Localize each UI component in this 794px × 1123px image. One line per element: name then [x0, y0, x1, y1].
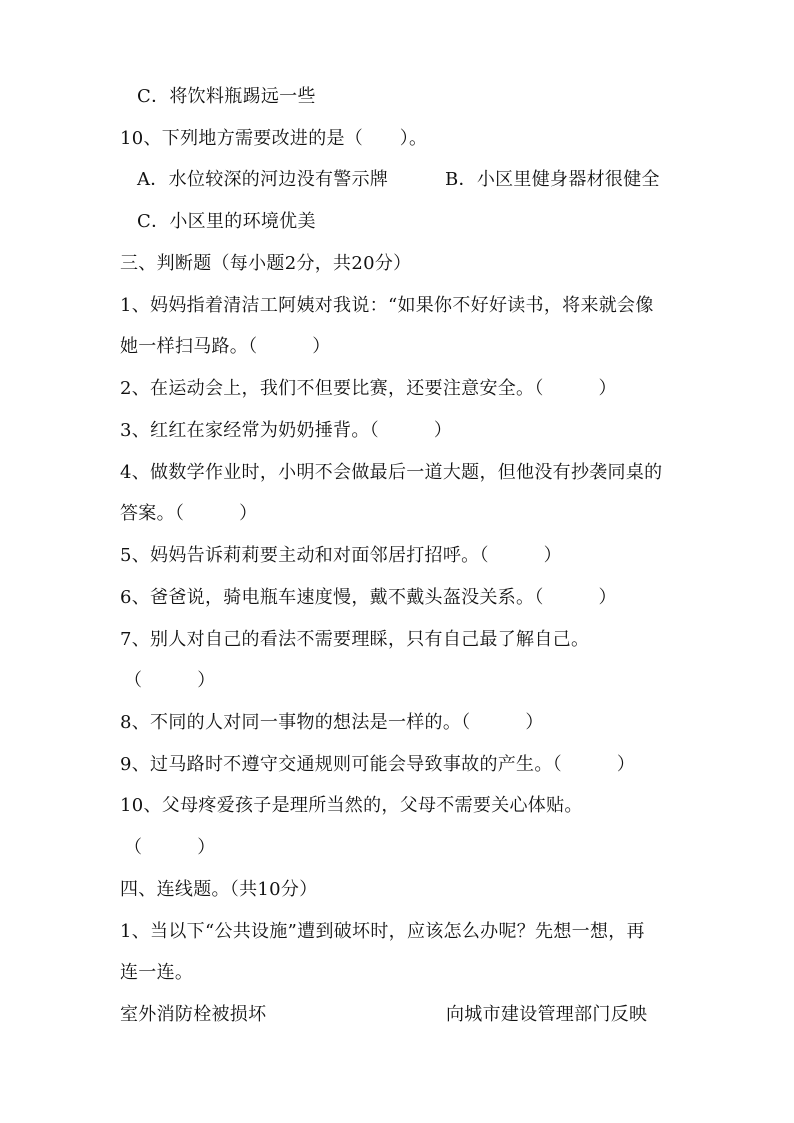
- judge-item-10-line2: （ ）: [124, 837, 216, 858]
- judge-item-2: 2、在运动会上，我们不但要比赛，还要注意安全。（ ）: [120, 378, 617, 399]
- judge-item-5: 5、妈妈告诉莉莉要主动和对面邻居打招呼。（ ）: [120, 545, 562, 566]
- q10-stem: 10、下列地方需要改进的是（ ）。: [120, 128, 428, 149]
- judge-item-1-line2: 她一样扫马路。（ ）: [120, 336, 331, 357]
- judge-item-8: 8、不同的人对同一事物的想法是一样的。（ ）: [120, 712, 544, 733]
- section3-heading: 三、判断题（每小题2分，共20分）: [120, 253, 412, 274]
- judge-item-3: 3、红红在家经常为奶奶捶背。（ ）: [120, 420, 453, 441]
- section4-heading: 四、连线题。（共10分）: [120, 879, 318, 900]
- q9-option-c: C．将饮料瓶踢远一些: [137, 86, 316, 107]
- matching-left-item[interactable]: 室外消防栓被损坏: [120, 1004, 267, 1025]
- matching-q1-line1: 1、当以下“公共设施”遭到破坏时，应该怎么办呢？先想一想，再: [120, 921, 645, 942]
- judge-item-4-line2: 答案。（ ）: [120, 503, 258, 524]
- judge-item-6: 6、爸爸说，骑电瓶车速度慢，戴不戴头盔没关系。（ ）: [120, 587, 617, 608]
- judge-item-10-line1: 10、父母疼爱孩子是理所当然的，父母不需要关心体贴。: [120, 795, 583, 816]
- judge-item-4-line1: 4、做数学作业时，小明不会做最后一道大题，但他没有抄袭同桌的: [120, 462, 663, 483]
- judge-item-9: 9、过马路时不遵守交通规则可能会导致事故的产生。（ ）: [120, 754, 636, 775]
- matching-right-item[interactable]: 向城市建设管理部门反映: [446, 1004, 648, 1025]
- q10-option-c: C．小区里的环境优美: [137, 211, 316, 232]
- q10-option-b: B．小区里健身器材很健全: [445, 169, 660, 190]
- judge-item-7-line2: （ ）: [124, 670, 216, 691]
- judge-item-7-line1: 7、别人对自己的看法不需要理睬，只有自己最了解自己。: [120, 629, 590, 650]
- q10-option-a: A．水位较深的河边没有警示牌: [137, 169, 389, 190]
- judge-item-1-line1: 1、妈妈指着清洁工阿姨对我说：“如果你不好好读书，将来就会像: [120, 295, 654, 316]
- matching-q1-line2: 连一连。: [120, 962, 194, 983]
